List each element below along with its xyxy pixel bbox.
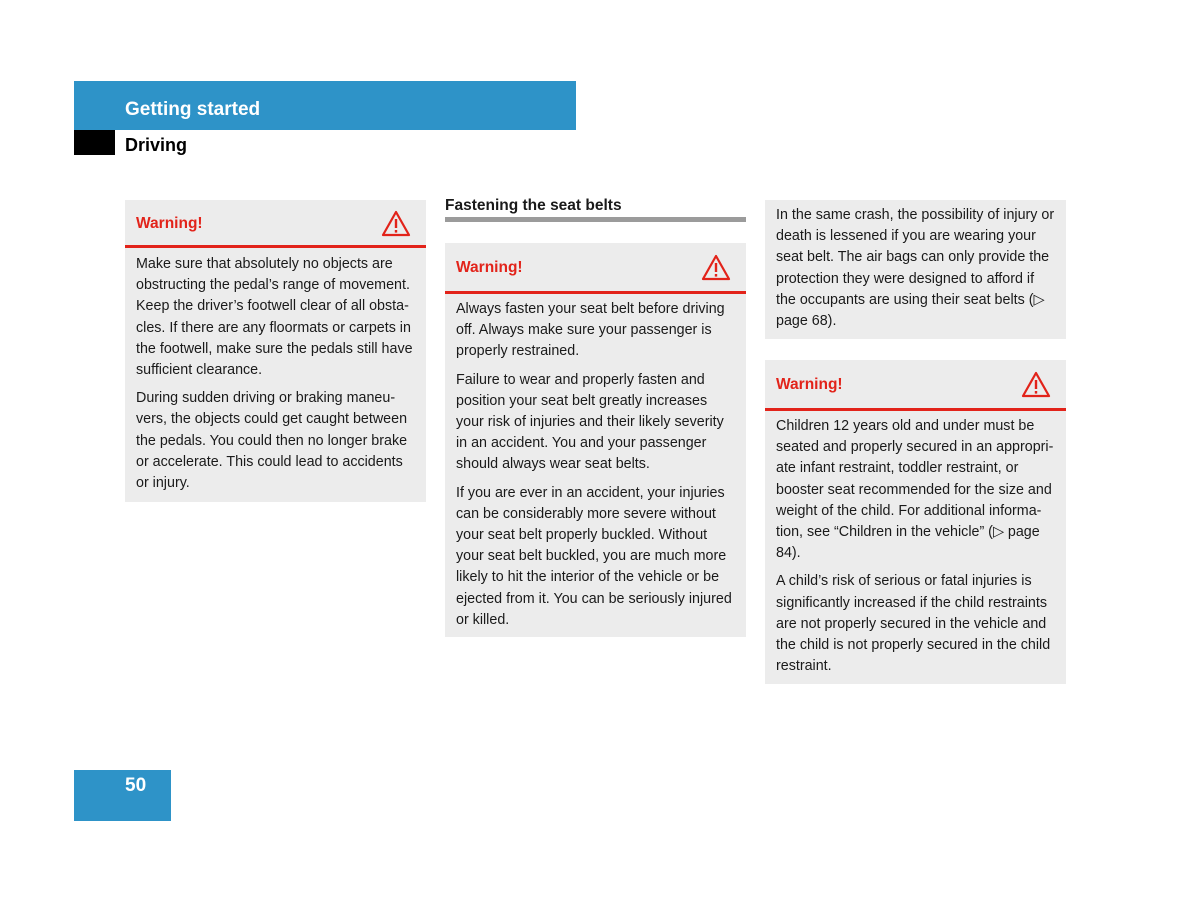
section-title-header: Getting started [125, 99, 261, 120]
warning-triangle-icon [1021, 371, 1051, 398]
paragraph: In the same crash, the possibility of injury or death is lessened if you are wearing your seat belt. The air bags can only provide the protection they were designed to afford if the occupants are using their seat belts (▷ page 68). [776, 207, 1055, 330]
warning-triangle-icon [701, 254, 731, 281]
paragraph: During sudden driving or braking maneu-vers, the objects could get caught between the pedals. You could then no longer brake or accelerate. This could lead to accidents or injury. [136, 390, 408, 492]
paragraph: Children 12 years old and under must be seated and properly secured in an appropri-ate infant restraint, toddler restraint, or booster seat recommended for the size and weight of the child. For additional informa-tion, see “Children in the vehicle” (▷ page 84). [776, 418, 1054, 562]
warning-body [125, 248, 426, 494]
section-rule [445, 217, 746, 222]
warning-body [445, 294, 746, 631]
warning-header [445, 243, 746, 294]
warning-body [765, 411, 1066, 677]
paragraph: Failure to wear and properly fasten and position your seat belt greatly increases your risk of injuries and their likely severity in an accident. You and your passenger should always wear seat belts. [456, 371, 724, 473]
info-box-crash [765, 200, 1066, 339]
warning-label: Warning! [776, 376, 843, 393]
warning-label: Warning! [136, 215, 203, 232]
subsection-marker [74, 130, 115, 155]
warning-label: Warning! [456, 259, 523, 276]
paragraph: Always fasten your seat belt before driving off. Always make sure your passenger is properly restrained. [456, 301, 725, 360]
warning-header [125, 200, 426, 248]
subsection-title: Driving [125, 135, 188, 155]
warning-triangle-icon [381, 210, 411, 237]
warning-box-pedals [125, 200, 426, 502]
paragraph: A child’s risk of serious or fatal injuries is significantly increased if the child restraints are not properly secured in the vehicle and the child is not properly secured in the child restraint. [776, 573, 1051, 675]
warning-header [765, 360, 1066, 411]
page-number-tab [74, 770, 171, 821]
section-heading: Fastening the seat belts [445, 197, 622, 214]
paragraph: If you are ever in an accident, your injuries can be considerably more severe without your seat belt properly buckled. Without your seat belt buckled, you are much more likely to hit the interior of the vehicle or be ejected from it. You can be seriously injured or killed. [456, 484, 732, 628]
info-body [765, 200, 1066, 332]
warning-box-seat-belts [445, 243, 746, 637]
warning-box-children [765, 360, 1066, 684]
paragraph: Make sure that absolutely no objects are obstructing the pedal’s range of movement. Keep the driver’s footwell clear of all obsta-cles. If there are any floormats or carpets in the footwell, make sure the pedals still have sufficient clearance. [136, 256, 413, 379]
page-number: 50 [125, 775, 147, 796]
